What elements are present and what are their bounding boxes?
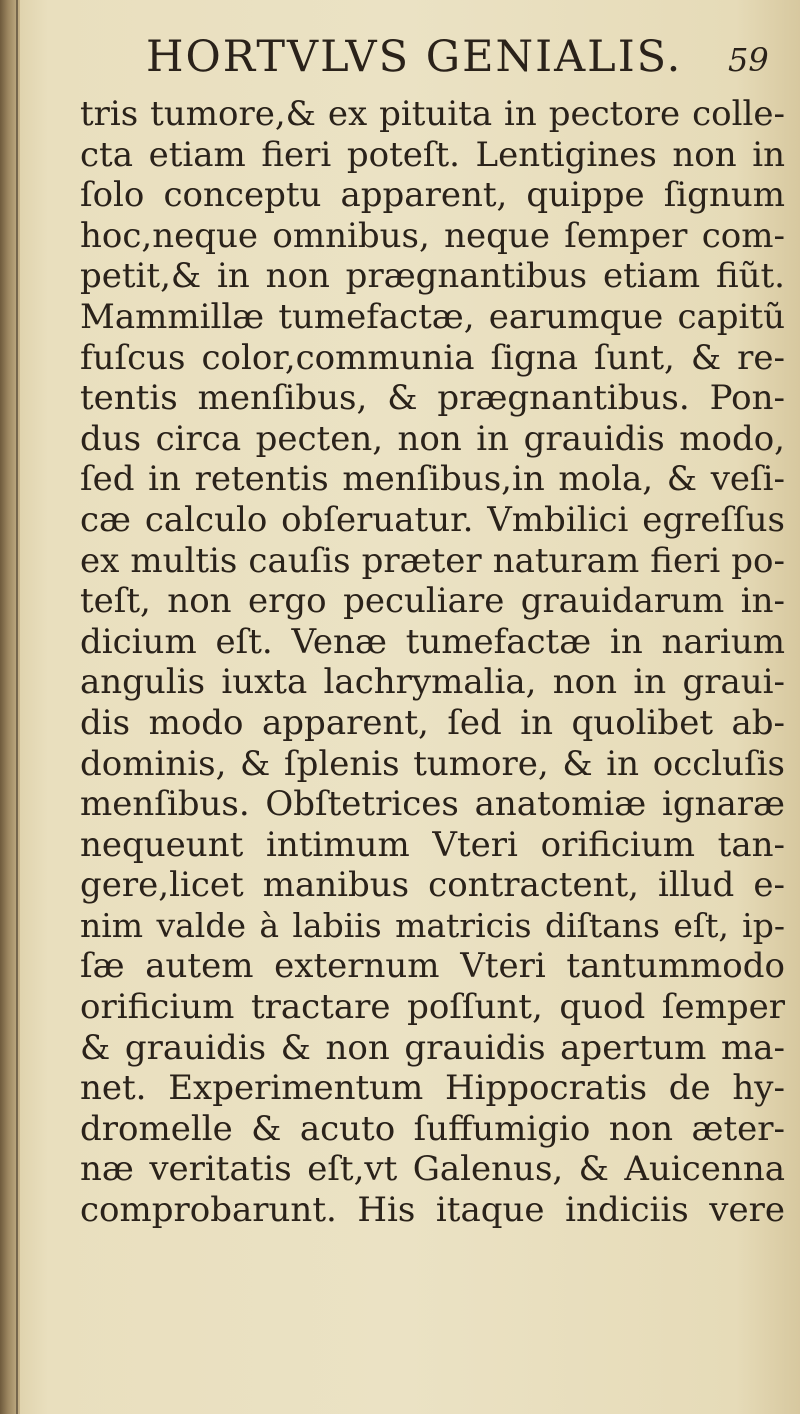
text-line: ſæ autem externum Vteri tantummodo xyxy=(80,946,785,987)
text-line: orificium tractare poſſunt, quod ſemper xyxy=(80,987,785,1028)
text-line: cta etiam fieri poteſt. Lentigines non in xyxy=(80,134,785,175)
text-line: ſolo conceptu apparent, quippe ſignum xyxy=(80,175,785,216)
text-line: ſed in retentis menſibus,in mola, & veſi- xyxy=(80,459,785,500)
text-line: petit,& in non prægnantibus etiam fiũt. xyxy=(80,256,785,297)
text-line: dromelle & acuto ſuffumigio non æter- xyxy=(80,1108,785,1149)
text-line: gere,licet manibus contractent, illud e- xyxy=(80,865,785,906)
text-line: næ veritatis eſt,vt Galenus, & Auicenna xyxy=(80,1149,785,1190)
text-line: Mammillæ tumefactæ, earumque capitũ xyxy=(80,296,785,337)
text-line: net. Experimentum Hippocratis de hy- xyxy=(80,1068,785,1109)
text-line: & grauidis & non grauidis apertum ma- xyxy=(80,1027,785,1068)
text-line: tris tumore,& ex pituita in pectore colle- xyxy=(80,94,785,134)
text-line: nim valde à labiis matricis diſtans eſt, ip- xyxy=(80,905,785,945)
text-line: ex multis cauſis præter naturam fieri po- xyxy=(80,540,785,581)
text-line: nequeunt intimum Vteri orificium tan- xyxy=(80,824,785,865)
binding-edge xyxy=(16,0,18,1414)
running-title: HORTVLVS GENIALIS. xyxy=(146,32,683,82)
text-line: comprobarunt. His itaque indiciis vere xyxy=(80,1190,785,1231)
page-header xyxy=(140,20,780,90)
text-line: dominis, & ſplenis tumore, & in occluſis xyxy=(80,743,785,784)
text-line: fuſcus color,communia ſigna ſunt, & re- xyxy=(80,337,785,378)
text-line: menſibus. Obſtetrices anatomiæ ignaræ xyxy=(80,784,785,825)
text-line: tentis menſibus, & prægnantibus. Pon- xyxy=(80,378,785,419)
text-line: dus circa pecten, non in grauidis modo, xyxy=(80,418,785,459)
text-line: dicium eſt. Venæ tumefactæ in narium xyxy=(80,621,785,662)
text-line: teſt, non ergo peculiare grauidarum in- xyxy=(80,581,785,622)
text-line: angulis iuxta lachrymalia, non in graui- xyxy=(80,662,785,703)
text-line: hoc,neque omnibus, neque ſemper com- xyxy=(80,215,785,256)
body-text xyxy=(80,94,785,1231)
text-line: cæ calculo obſeruatur. Vmbilici egreſſus xyxy=(80,499,785,540)
text-line: dis modo apparent, ſed in quolibet ab- xyxy=(80,702,785,743)
page-number: 59 xyxy=(728,41,769,79)
